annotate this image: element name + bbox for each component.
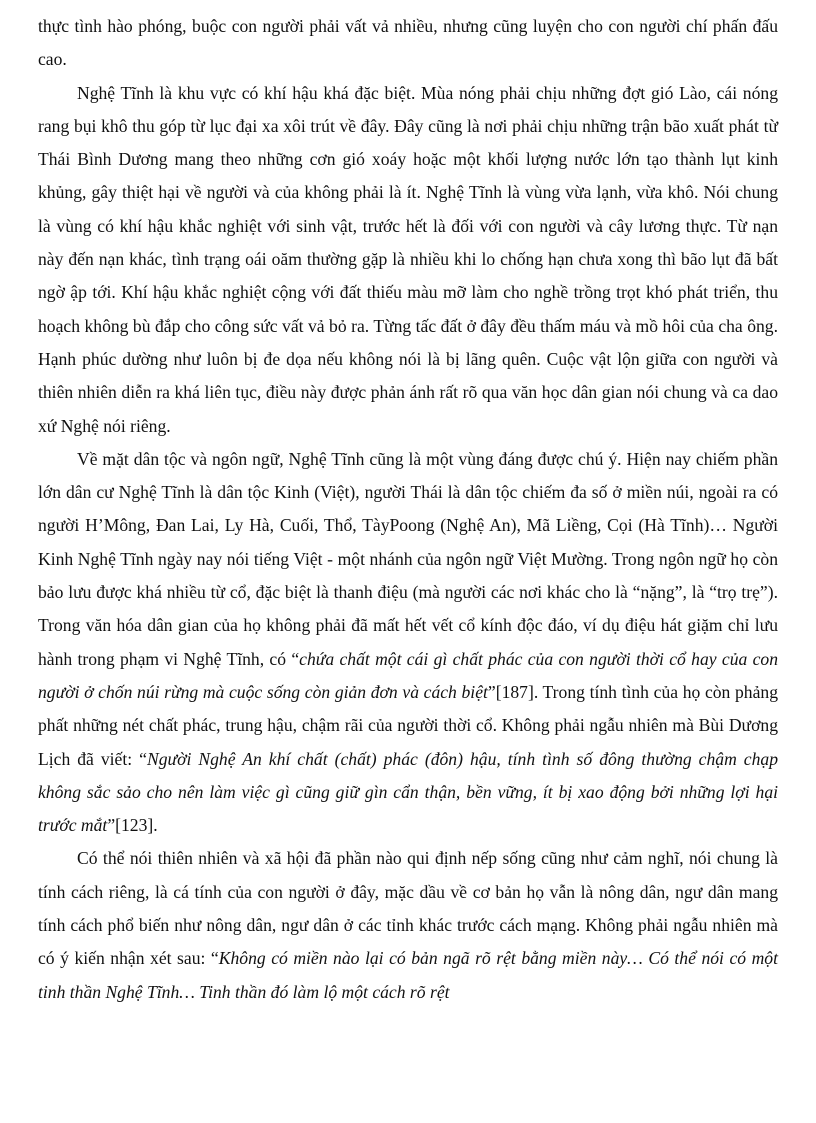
italic-quote: Người Nghệ An khí chất (chất) phác (đôn) hậu, tính tình số đông thường chậm chạp không sắc sảo cho nên làm việc gì cũng giữ gìn cẩn thận, bền vững, ít bị xao động bởi những lợi hại trước mắt [38,748,779,836]
paragraph-climate [38,77,778,443]
body-text [38,10,778,1009]
paragraph-ethnicity-language [38,443,778,843]
text-segment: thực tình hào phóng, buộc con người phải vất vả nhiều, nhưng cũng luyện cho con người chí phấn đấu cao. [38,16,778,70]
paragraph-character [38,842,778,1008]
citation: ”[123]. [107,815,158,836]
paragraph-continuation [38,10,778,77]
text-segment: ”[187]. Trong tính tình của họ còn phảng phất những nét chất phác, trung hậu, chậm rãi của người thời cổ. Không phải ngẫu nhiên mà Bùi Dương Lịch đã viết: “ [38,681,779,769]
text-segment: Có thể nói thiên nhiên và xã hội đã phần nào qui định nếp sống cũng như cảm nghĩ, nói chung là tính cách riêng, là cá tính của con người ở đây, mặc dầu về cơ bản họ vẫn là nông dân, ngư dân mang tính cách phổ biến như nông dân, ngư dân ở các tỉnh khác trước cách mạng. Không phải ngẫu nhiên mà có ý kiến nhận xét sau: “ [38,848,778,969]
italic-quote: Không có miền nào lại có bản ngã rõ rệt bằng miền này… Có thể nói có một tinh thần Nghệ Tĩnh… Tinh thần đó làm lộ một cách rõ rệt [38,948,778,1002]
text-segment: Về mặt dân tộc và ngôn ngữ, Nghệ Tĩnh cũng là một vùng đáng được chú ý. Hiện nay chiếm phần lớn dân cư Nghệ Tĩnh là dân tộc Kinh (Việt), người Thái là dân tộc chiếm đa số ở miền núi, ngoài ra có người H’Mông, Đan Lai, Ly Hà, Cuối, Thổ, TàyPoong (Nghệ An), Mã Liềng, Cọi (Hà Tĩnh)… Người Kinh Nghệ Tĩnh ngày nay nói tiếng Việt - một nhánh của ngôn ngữ Việt Mường. Trong ngôn ngữ họ còn bảo lưu được khá nhiều từ cổ, đặc biệt là thanh điệu (mà người các nơi khác cho là “nặng”, là “trọ trẹ”). Trong văn hóa dân gian của họ không phải đã mất hết vết cổ kính độc đáo, ví dụ điệu hát giặm chỉ lưu hành trong phạm vi Nghệ Tĩnh, có “ [38,448,778,669]
text-segment: Nghệ Tĩnh là khu vực có khí hậu khá đặc biệt. Mùa nóng phải chịu những đợt gió Lào, cái nóng rang bụi khô thu góp từ lục đại xa xôi trút về đây. Đây cũng là nơi phải chịu những trận bão xuất phát từ Thái Bình Dương mang theo những cơn gió xoáy hoặc một khối lượng nước lớn tạo thành lụt kinh khủng, gây thiệt hại về người và của không phải là ít. Nghệ Tĩnh là vùng vừa lạnh, vừa khô. Nói chung là vùng có khí hậu khắc nghiệt với sinh vật, trước hết là đối với con người và cây lương thực. Từ nạn này đến nạn khác, tình trạng oái oăm thường gặp là nhiều khi lo chống hạn chưa xong thì bão lụt đã bất ngờ ập tới. Khí hậu khắc nghiệt cộng với đất thiếu màu mỡ làm cho nghề trồng trọt khó phát triển, thu hoạch không bù đắp cho công sức vất vả bỏ ra. Từng tấc đất ở đây đều thấm máu và mồ hôi của cha ông. Hạnh phúc dường như luôn bị đe dọa nếu không nói là bị lãng quên. Cuộc vật lộn giữa con người và thiên nhiên diễn ra khá liên tục, điều này được phản ánh rất rõ qua văn học dân gian nói chung và ca dao xứ Nghệ nói riêng. [38,82,778,436]
italic-quote: chứa chất một cái gì chất phác của con người thời cổ hay của con người ở chốn núi rừng mà cuộc sống còn giản đơn và cách biệt [38,648,779,702]
